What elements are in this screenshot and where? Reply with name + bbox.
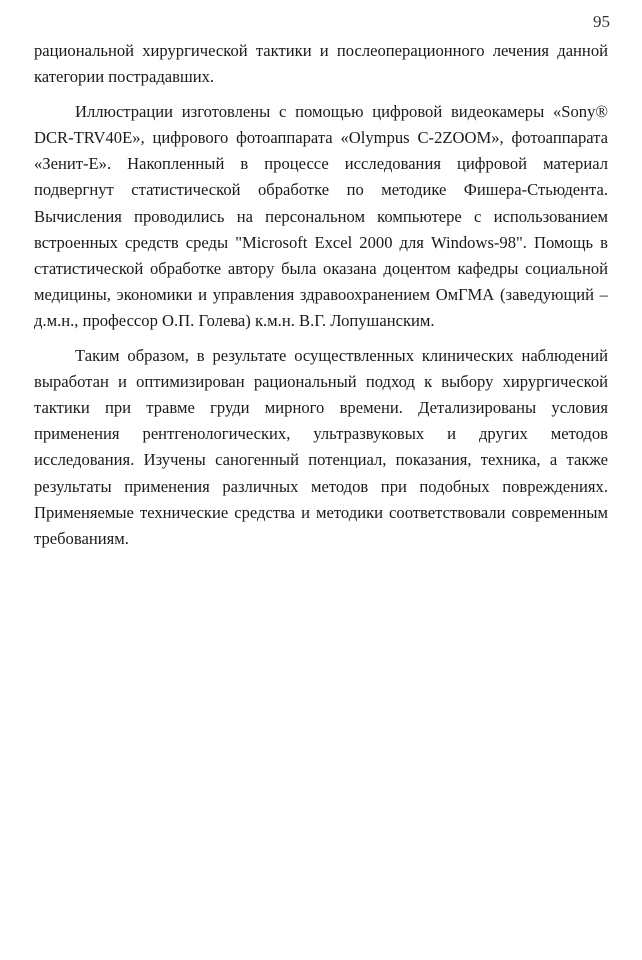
paragraph-continuation: рациональной хирургической тактики и послеоперационного лечения данной категории пострадавших. [34, 41, 608, 87]
paragraph-illustrations: Иллюстрации изготовлены с помощью цифровой видеокамеры «Sony® DCR-TRV40E», цифрового фотоаппарата «Olympus C-2ZOOM», фотоаппарата «Зенит-Е». Накопленный в процессе исследования цифровой материал подвергнут статистической обработке по методике Фишера-Стьюдента. Вычисления проводились на персональном компьютере с использованием встроенных средств среды "Microsoft Excel 2000 для Windows-98". Помощь в статистической обработке автору была оказана доцентом кафедры социальной медицины, экономики и управления здравоохранением ОмГМА (заведующий – д.м.н., профессор О.П. Голева) к.м.н. В.Г. Лопушанским. [34, 102, 608, 330]
body-text [34, 38, 608, 561]
paragraph-conclusion: Таким образом, в результате осуществленных клинических наблюдений выработан и оптимизирован рациональный подход к выбору хирургической тактики при травме груди мирного времени. Детализированы условия применения рентгенологических, ультразвуковых и других методов исследования. Изучены саногенный потенциал, показания, техника, а также результаты применения различных методов при подобных повреждениях. Применяемые технические средства и методики соответствовали современным требованиям. [34, 346, 608, 548]
page-number: 95 [593, 12, 610, 31]
